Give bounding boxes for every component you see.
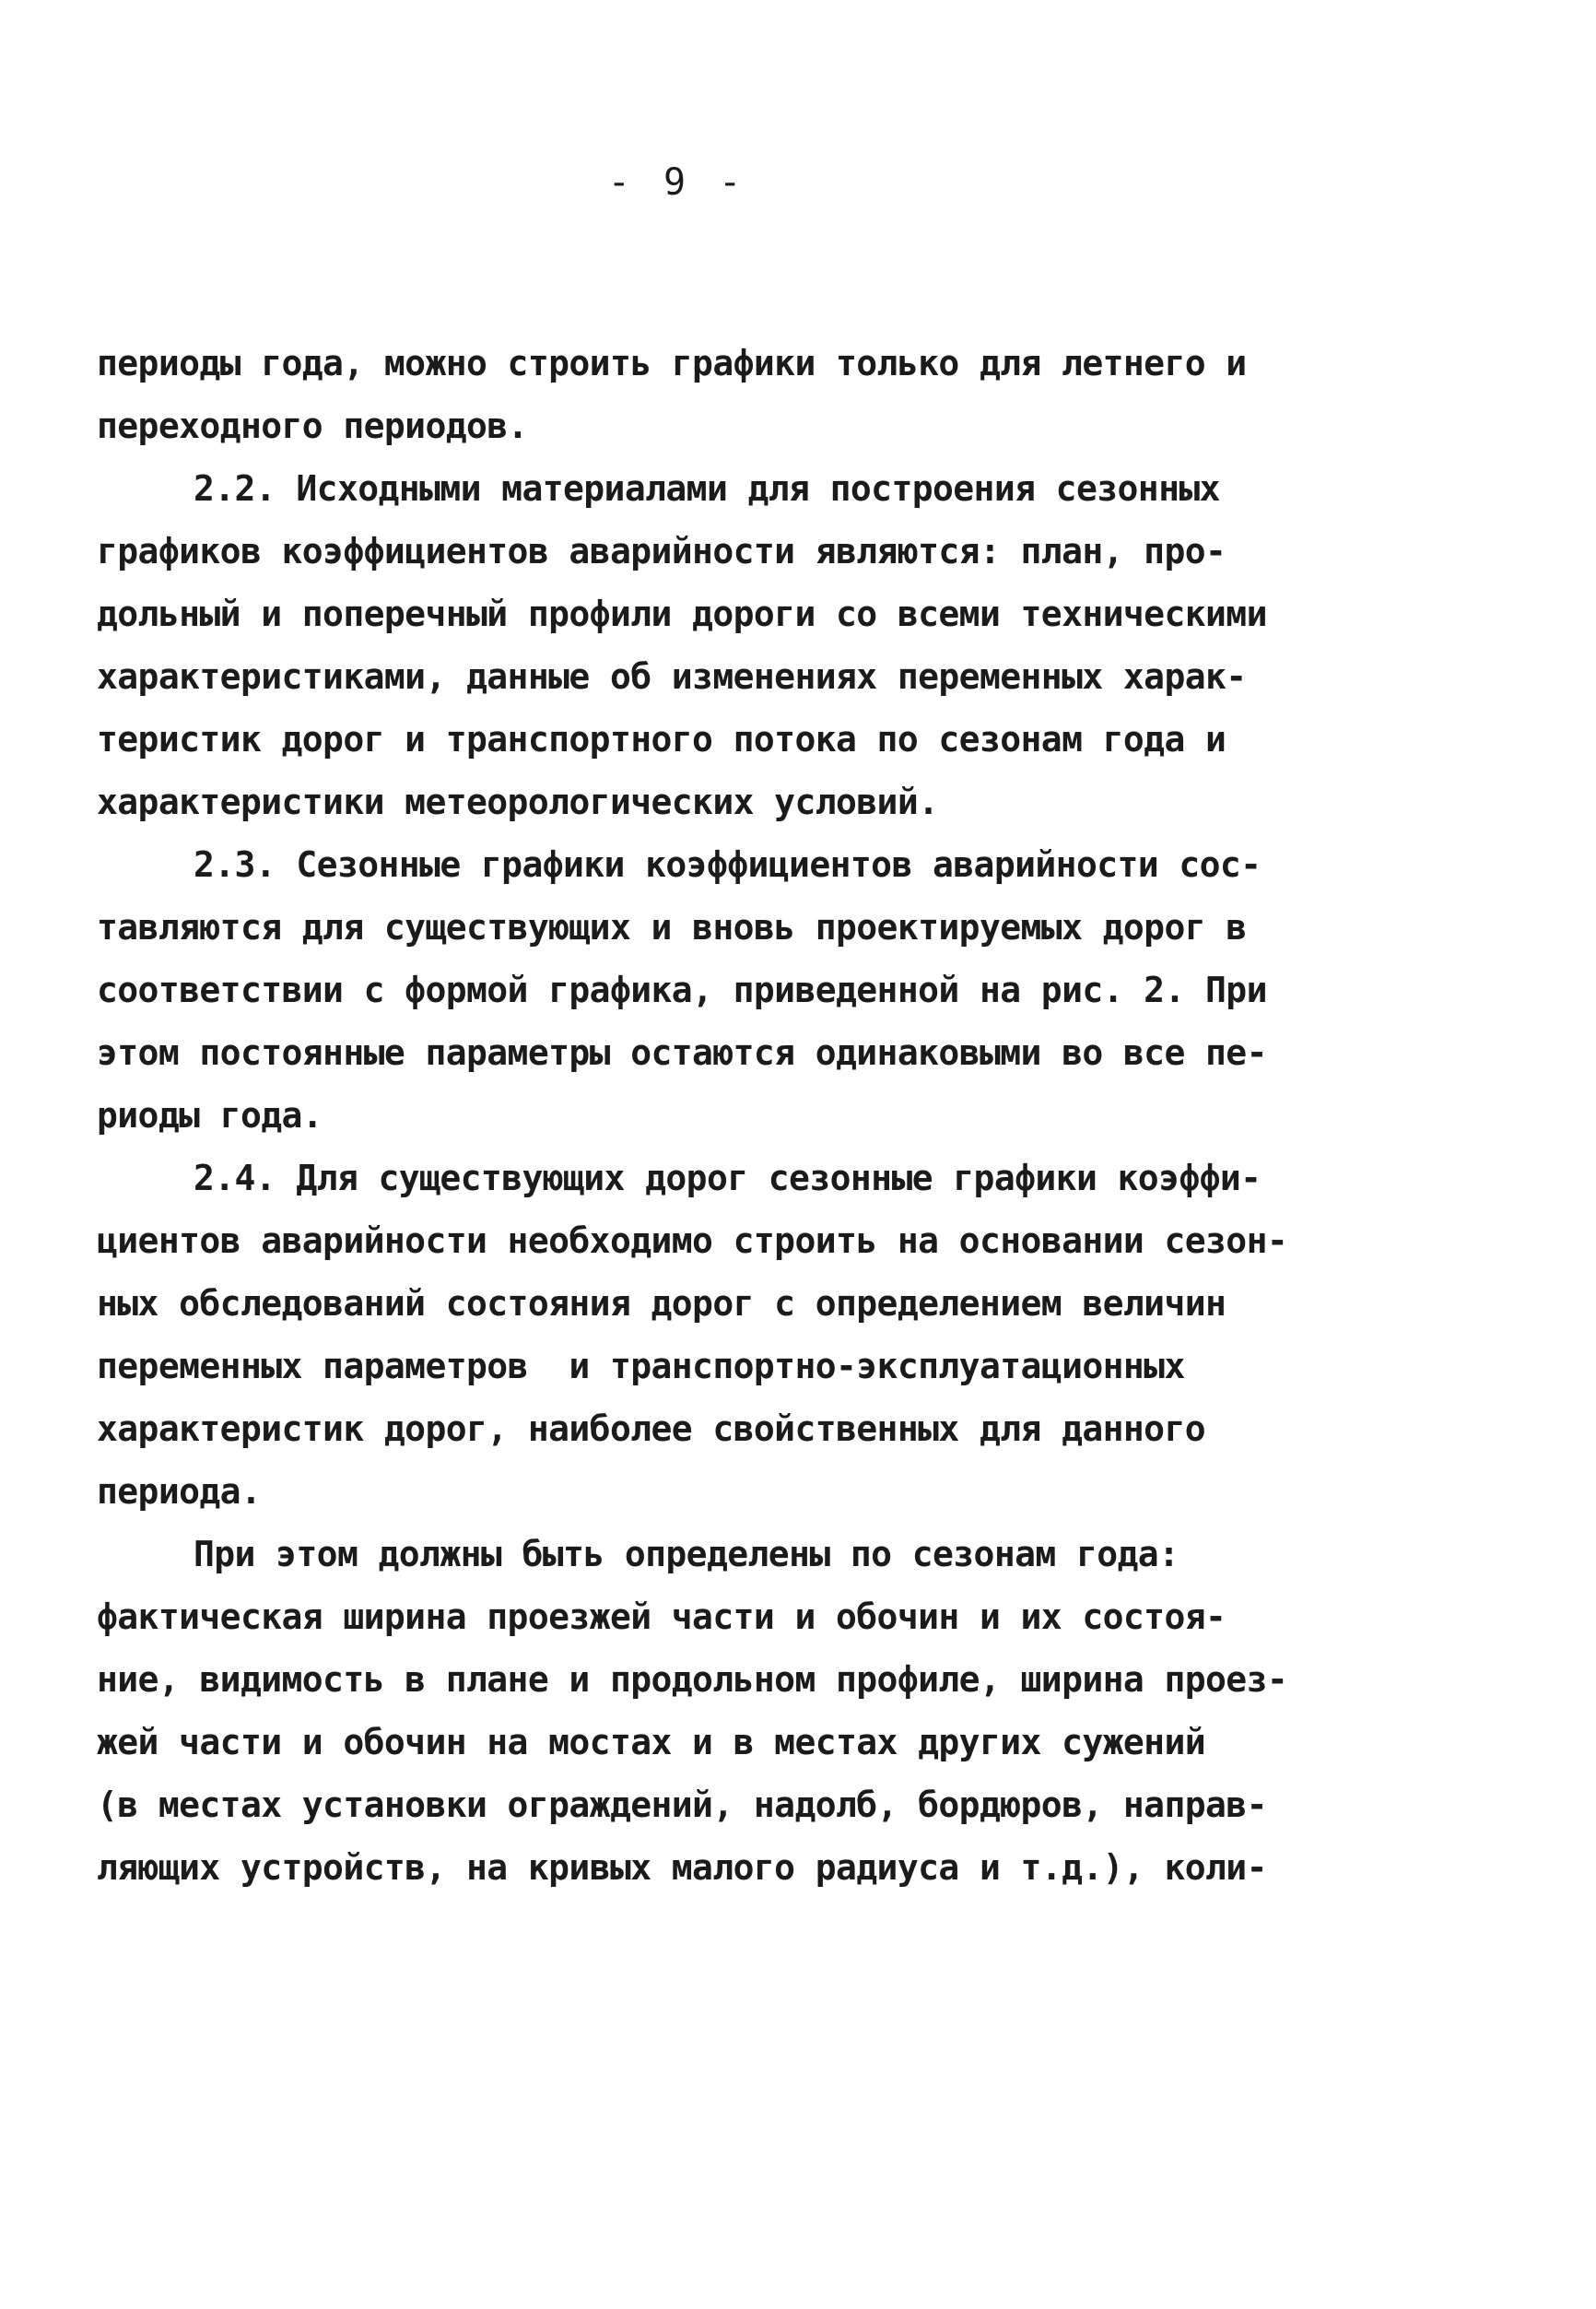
- paragraph-seasons: [97, 1523, 1288, 1899]
- text-line: соответствии с формой графика, приведенной на рис. 2. При: [97, 970, 1267, 1010]
- text-line: тавляются для существующих и вновь проектируемых дорог в: [97, 907, 1247, 948]
- text-line: жей части и обочин на мостах и в местах других сужений: [97, 1722, 1206, 1762]
- paragraph-2-4: [97, 1147, 1288, 1523]
- text-line: 2.4. Для существующих дорог сезонные графики коэффи-: [194, 1158, 1262, 1198]
- text-line: периода.: [97, 1471, 262, 1512]
- text-line: ние, видимость в плане и продольном профиле, ширина проез-: [97, 1659, 1288, 1700]
- text-line: характеристик дорог, наиболее свойственных для данного: [97, 1408, 1206, 1449]
- text-line: риоды года.: [97, 1095, 323, 1136]
- text-line: 2.2. Исходными материалами для построения сезонных: [194, 468, 1220, 509]
- text-line: переходного периодов.: [97, 406, 528, 446]
- text-line: графиков коэффициентов аварийности являются: план, про-: [97, 531, 1226, 571]
- text-line: дольный и поперечный профили дороги со всеми техническими: [97, 594, 1267, 634]
- text-line: переменных параметров и транспортно-эксплуатационных: [97, 1346, 1185, 1386]
- text-line: этом постоянные параметры остаются одинаковыми во все пе-: [97, 1032, 1267, 1073]
- paragraph: [97, 332, 1249, 457]
- text-line: 2.3. Сезонные графики коэффициентов аварийности сос-: [194, 844, 1262, 885]
- text-line: теристик дорог и транспортного потока по сезонам года и: [97, 719, 1226, 760]
- text-line: циентов аварийности необходимо строить на основании сезон-: [97, 1220, 1288, 1261]
- text-line: фактическая ширина проезжей части и обочин и их состоя-: [97, 1596, 1226, 1637]
- paragraph-2-3: [97, 833, 1267, 1147]
- paragraph-2-2: [97, 457, 1267, 833]
- page-number: - 9 -: [607, 161, 747, 204]
- text-line: характеристики метеорологических условий.: [97, 782, 939, 822]
- text-line: характеристиками, данные об изменениях переменных харак-: [97, 656, 1247, 697]
- body-text: [97, 332, 1288, 1899]
- text-line: (в местах установки ограждений, надолб, бордюров, направ-: [97, 1785, 1267, 1825]
- text-line: периоды года, можно строить графики только для летнего и: [97, 343, 1247, 383]
- text-line: При этом должны быть определены по сезонам года:: [194, 1534, 1179, 1574]
- text-line: ных обследований состояния дорог с определением величин: [97, 1283, 1226, 1324]
- text-line: ляющих устройств, на кривых малого радиуса и т.д.), коли-: [97, 1847, 1267, 1888]
